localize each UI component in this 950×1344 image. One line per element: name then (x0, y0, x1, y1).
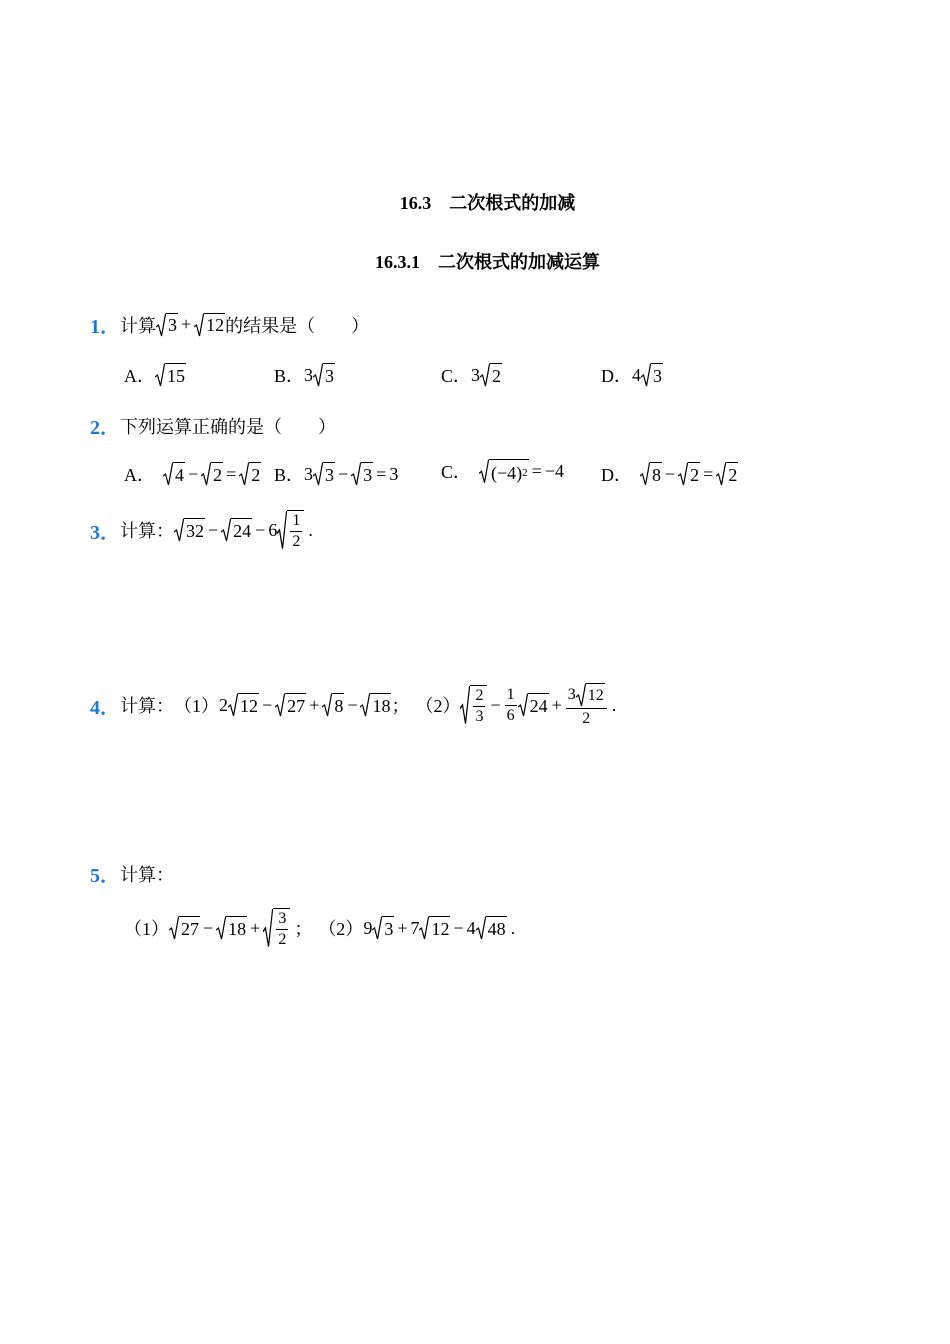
question-text: 计算： (120, 696, 174, 717)
sqrt-expression: 3 (156, 313, 178, 337)
question-text: 下列运算正确的是（ ） (120, 416, 336, 437)
question-number: 1． (90, 316, 120, 338)
question-number: 2． (90, 417, 120, 439)
sqrt-expression: 12 (194, 313, 225, 337)
option-b[interactable]: B． 3 3 (274, 364, 335, 386)
option-b[interactable]: B． 3 3 − 3 = 3 (274, 463, 399, 485)
option-a[interactable]: A． 15 (124, 362, 186, 388)
option-c[interactable]: C． (−4) 2 = −4 (441, 460, 564, 483)
question-text: 计算 (120, 315, 156, 336)
subsection-title: 16.3.1 二次根式的加减运算 (375, 252, 600, 272)
option-d[interactable]: D． 8 − 2 = 2 (601, 463, 738, 485)
section-title: 16.3 二次根式的加减 (399, 193, 576, 213)
question-text: 计算： (120, 864, 174, 885)
option-c[interactable]: C． 3 2 (441, 364, 502, 386)
question-5-parts: （1） 27 − 18 + $\frac{3}{2}$ ； （2） 9 3 + 7 12 − 4 48 . (124, 910, 516, 948)
option-a[interactable]: A． 4 − 2 = 2 (124, 463, 261, 485)
question-number: 4． (90, 696, 120, 719)
question-number: 3． (90, 521, 120, 544)
question-2 (90, 411, 336, 440)
question-5 (90, 859, 174, 888)
option-d[interactable]: D． 4 3 (601, 364, 662, 386)
question-number: 5． (90, 865, 120, 887)
question-3: 3． 计算： 32 − 24 − 6 $\frac{1}{2}$ . (90, 512, 313, 550)
question-text: 计算： (120, 521, 174, 542)
question-1: 1． 计算 3 + 12 的结果是（ ） (90, 310, 369, 339)
question-4: 4． 计算： （1） 2 12 − 27 + 8 − 18 ； （2） $\frac{2}{3}$ − $\frac{1}{6}$ 24 + 3 12 2 . (90, 683, 616, 728)
